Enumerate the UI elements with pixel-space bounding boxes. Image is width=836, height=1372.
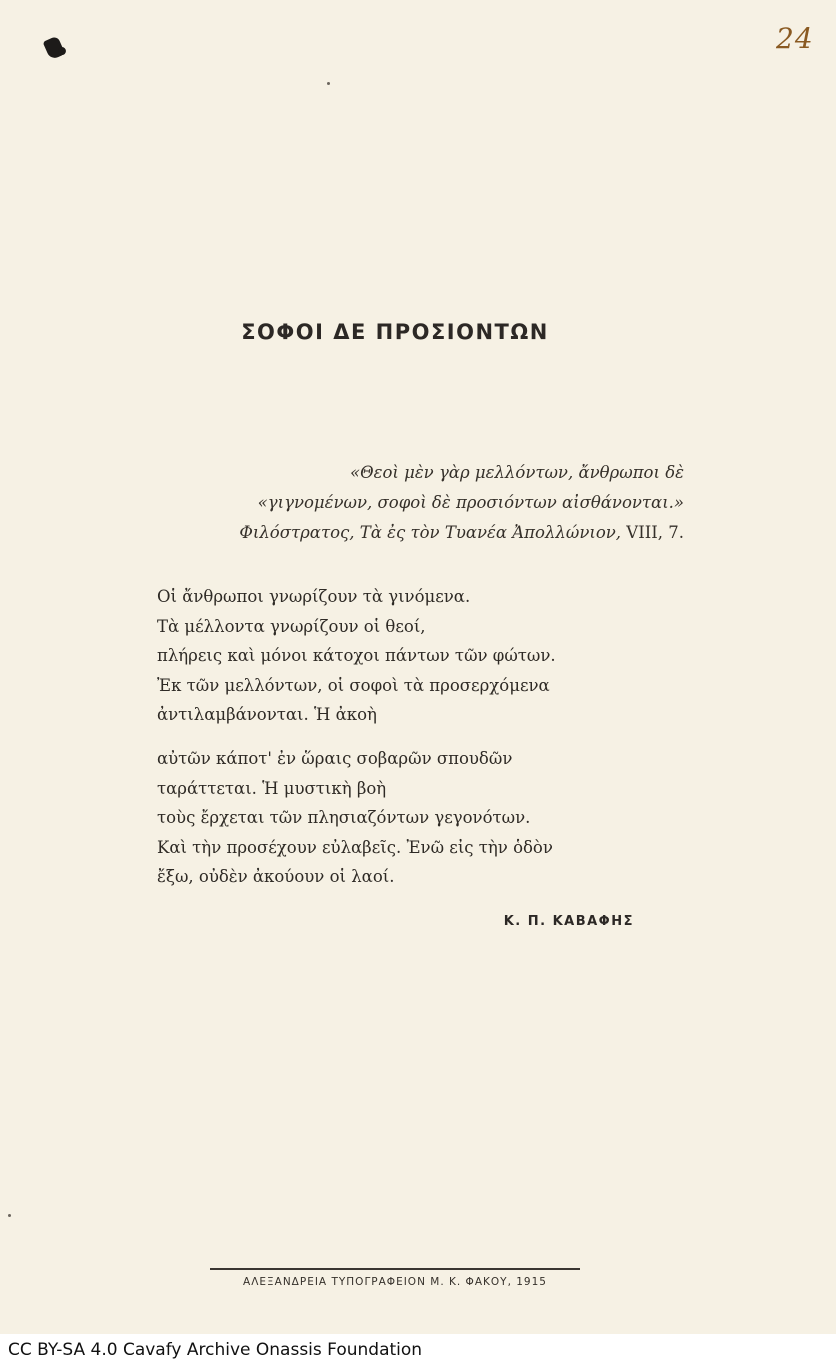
poem-line: τοὺς ἔρχεται τῶν πλησιαζόντων γεγονότων. [157, 808, 531, 827]
license-credit: CC BY-SA 4.0 Cavafy Archive Onassis Foundation [8, 1340, 423, 1360]
poem-line: Οἱ ἄνθρωποι γνωρίζουν τὰ γινόμενα. [157, 587, 471, 606]
epigraph-source-reference: VIII, 7. [626, 523, 684, 542]
handwritten-page-number: 24 [776, 22, 814, 55]
poem-title: ΣΟΦΟΙ ΔΕ ΠΡΟΣΙΟΝΤΩΝ [241, 320, 549, 344]
epigraph-source-text: Φιλόστρατος, Τὰ ἐς τὸν Τυανέα Ἀπολλώνιον, [239, 523, 622, 542]
poem-line: Καὶ τὴν προσέχουν εὐλαβεῖς. Ἐνῶ εἰς τὴν ὁδὸν [157, 837, 553, 857]
paper-speck [8, 1214, 11, 1217]
colophon-rule [210, 1268, 580, 1270]
poem-line: Ἐκ τῶν μελλόντων, οἱ σοφοὶ τὰ προσερχόμενα [157, 675, 550, 695]
ink-blot [43, 36, 66, 61]
poem-line: ἀντιλαμβάνονται. Ἡ ἀκοὴ [157, 705, 377, 724]
stanza-2 [157, 744, 553, 892]
poem-line: Τὰ μέλλοντα γνωρίζουν οἱ θεοί, [157, 616, 426, 636]
epigraph-line: «Θεοὶ μὲν γὰρ μελλόντων, ἄνθρωποι δὲ [349, 463, 684, 482]
poem-line: πλήρεις καὶ μόνοι κάτοχοι πάντων τῶν φώτων. [157, 646, 556, 665]
epigraph-source [200, 518, 684, 548]
author-signature: Κ. Π. ΚΑΒΑΦΗΣ [503, 914, 634, 929]
epigraph [200, 458, 684, 548]
poem-line: ταράττεται. Ἡ μυστικὴ βοὴ [157, 778, 387, 798]
epigraph-line: «γιγνομένων, σοφοὶ δὲ προσιόντων αἰσθάνονται.» [257, 493, 684, 512]
paper-speck [327, 82, 330, 85]
poem-line: ἔξω, οὐδὲν ἀκούουν οἱ λαοί. [157, 867, 395, 886]
stanza-1 [157, 582, 556, 730]
poem-line: αὐτῶν κάποτ' ἐν ὥραις σοβαρῶν σπουδῶν [157, 749, 513, 768]
printer-colophon: ΑΛΕΞΑΝΔΡΕΙΑ ΤΥΠΟΓΡΑΦΕΙΟΝ Μ. Κ. ΦΑΚΟΥ, 1915 [243, 1276, 547, 1288]
